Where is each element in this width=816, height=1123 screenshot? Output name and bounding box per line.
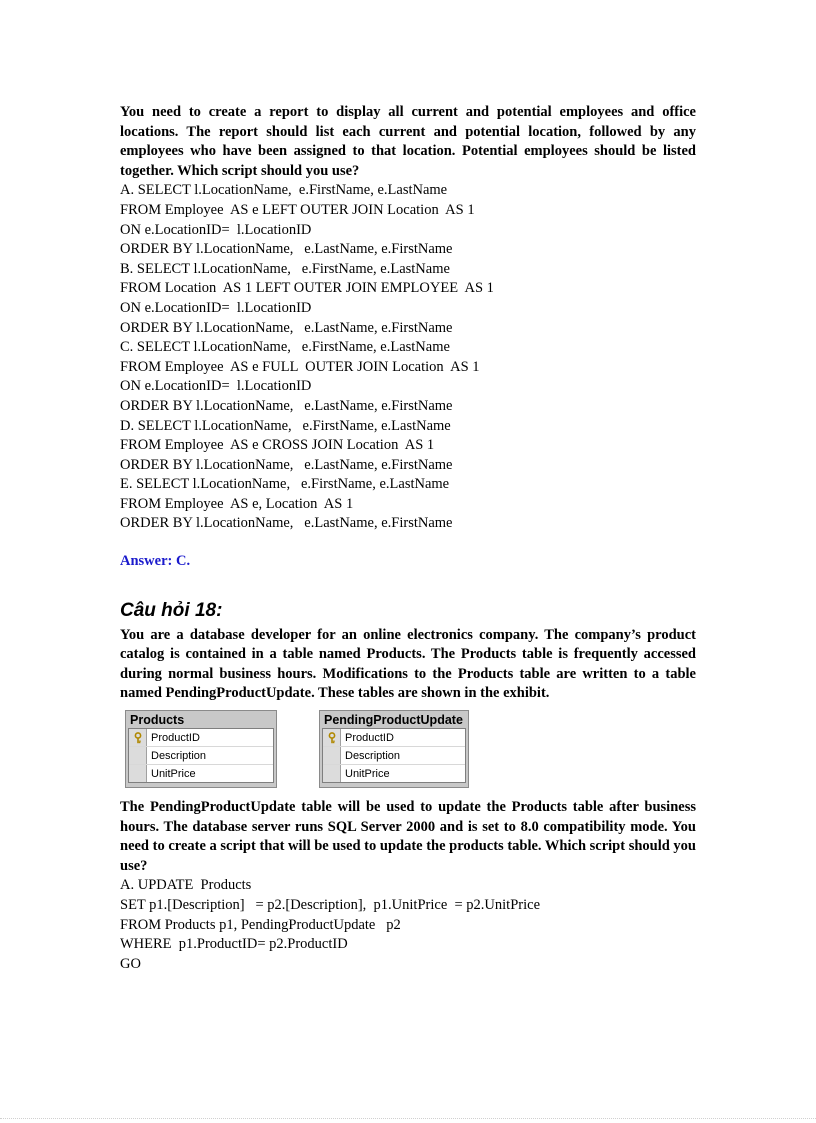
code-line: FROM Employee AS e LEFT OUTER JOIN Location AS 1 — [120, 201, 475, 218]
row-gutter — [323, 765, 341, 782]
code-line: ON e.LocationID= l.LocationID — [120, 378, 312, 395]
row-gutter — [129, 765, 147, 782]
code-line: FROM Products p1, PendingProductUpdate p2 — [120, 916, 401, 933]
code-line: ORDER BY l.LocationName, e.LastName, e.FirstName — [120, 241, 453, 258]
code-line: ORDER BY l.LocationName, e.LastName, e.FirstName — [120, 319, 453, 336]
code-line: FROM Employee AS e CROSS JOIN Location AS 1 — [120, 437, 435, 454]
table-row — [323, 729, 465, 747]
question-17-text: You need to create a report to display all current and potential employees and office locations. The report should list each current and potential location, followed by any employees who have been assigned to that location. Potential employees should be listed together. Which script should you use? — [120, 104, 696, 179]
key-icon — [129, 729, 147, 746]
question-18-text: You are a database developer for an online electronics company. The company’s product catalog is contained in a table named Products. The Products table is frequently accessed during normal business hours. Modifications to the Products table are written to a table named PendingProductUpdate. These tables are shown in the exhibit. — [120, 626, 696, 702]
table-row — [323, 747, 465, 765]
table-row — [129, 729, 273, 747]
question-18-heading: Câu hỏi 18: — [120, 599, 223, 621]
table-row — [129, 765, 273, 782]
row-gutter — [323, 747, 341, 764]
field-name: Description — [345, 749, 401, 762]
table-title: PendingProductUpdate — [324, 713, 463, 728]
field-name: ProductID — [151, 731, 200, 744]
exhibit-tables — [125, 710, 696, 788]
field-name: ProductID — [345, 731, 394, 744]
code-line: GO — [120, 955, 141, 972]
pending-table-diagram — [319, 710, 469, 788]
code-line: SET p1.[Description] = p2.[Description], p1.UnitPrice = p2.UnitPrice — [120, 897, 541, 913]
code-line: ORDER BY l.LocationName, e.LastName, e.FirstName — [120, 456, 453, 473]
field-name: Description — [151, 749, 207, 762]
code-line: FROM Location AS 1 LEFT OUTER JOIN EMPLOYEE AS 1 — [120, 280, 494, 297]
document-page — [120, 103, 696, 974]
table-row — [323, 765, 465, 782]
code-line: WHERE p1.ProductID= p2.ProductID — [120, 936, 348, 953]
question-18-text-2: The PendingProductUpdate table will be used to update the Products table after business hours. The database server runs SQL Server 2000 and is set to 8.0 compatibility mode. You need to create a script that will be used to update the products table. Which script should you use? — [120, 799, 696, 874]
code-line: FROM Employee AS e, Location AS 1 — [120, 495, 354, 512]
code-line: A. SELECT l.LocationName, e.FirstName, e.LastName — [120, 182, 448, 199]
question-17-options — [120, 181, 696, 534]
code-line: FROM Employee AS e FULL OUTER JOIN Location AS 1 — [120, 358, 480, 375]
code-line: E. SELECT l.LocationName, e.FirstName, e.LastName — [120, 476, 450, 493]
answer-17: Answer: C. — [120, 553, 191, 570]
code-line: D. SELECT l.LocationName, e.FirstName, e.LastName — [120, 417, 451, 434]
page-bottom-border — [0, 1118, 816, 1120]
code-line: ORDER BY l.LocationName, e.LastName, e.FirstName — [120, 397, 453, 414]
key-icon — [323, 729, 341, 746]
question-18-options — [120, 876, 696, 974]
table-fields — [322, 728, 466, 783]
code-line: ORDER BY l.LocationName, e.LastName, e.FirstName — [120, 515, 453, 532]
code-line: C. SELECT l.LocationName, e.FirstName, e.LastName — [120, 339, 450, 356]
code-line: A. UPDATE Products — [120, 877, 252, 894]
products-table-diagram — [125, 710, 277, 788]
code-line: ON e.LocationID= l.LocationID — [120, 221, 312, 238]
table-title: Products — [130, 713, 185, 728]
table-fields — [128, 728, 274, 783]
table-row — [129, 747, 273, 765]
code-line: B. SELECT l.LocationName, e.FirstName, e.LastName — [120, 260, 450, 277]
row-gutter — [129, 747, 147, 764]
field-name: UnitPrice — [151, 767, 196, 780]
code-line: ON e.LocationID= l.LocationID — [120, 299, 312, 316]
field-name: UnitPrice — [345, 767, 390, 780]
